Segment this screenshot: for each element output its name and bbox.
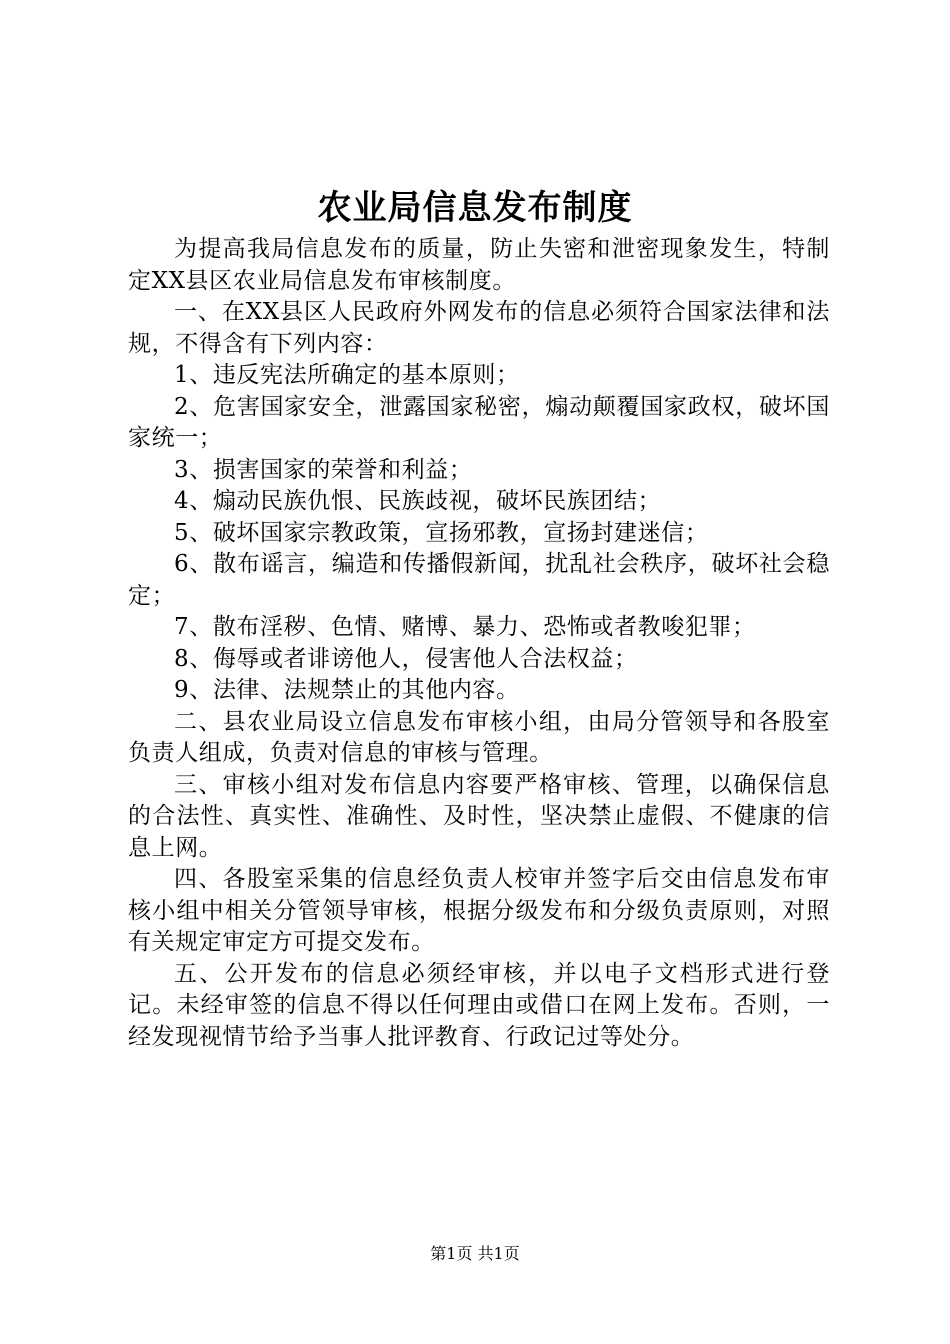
- paragraph-section-2: 二、县农业局设立信息发布审核小组，由局分管领导和各股室负责人组成，负责对信息的审核与管理。: [128, 708, 830, 766]
- paragraph-intro: 为提高我局信息发布的质量，防止失密和泄密现象发生，特制定XX县区农业局信息发布审核制度。: [128, 236, 830, 294]
- paragraph-section-5: 五、公开发布的信息必须经审核，并以电子文档形式进行登记。未经审签的信息不得以任何理由或借口在网上发布。否则，一经发现视情节给予当事人批评教育、行政记过等处分。: [128, 960, 830, 1050]
- list-item: 6、散布谣言，编造和传播假新闻，扰乱社会秩序，破坏社会稳定；: [128, 551, 830, 609]
- document-title: 农业局信息发布制度: [317, 188, 633, 228]
- page-footer: 第1页 共1页: [430, 1244, 520, 1263]
- list-item: 2、危害国家安全，泄露国家秘密，煽动颠覆国家政权，破坏国家统一；: [128, 393, 830, 451]
- list-item: 7、散布淫秽、色情、赌博、暴力、恐怖或者教唆犯罪；: [174, 614, 756, 640]
- paragraph-section-3: 三、审核小组对发布信息内容要严格审核、管理，以确保信息的合法性、真实性、准确性、及时性，坚决禁止虚假、不健康的信息上网。: [128, 771, 830, 861]
- list-item: 4、煽动民族仇恨、民族歧视，破坏民族团结；: [174, 488, 662, 514]
- list-item: 9、法律、法规禁止的其他内容。: [174, 677, 520, 703]
- list-item: 1、违反宪法所确定的基本原则；: [174, 362, 520, 388]
- list-item: 5、破坏国家宗教政策，宣扬邪教，宣扬封建迷信；: [174, 519, 709, 546]
- paragraph-section-1: 一、在XX县区人民政府外网发布的信息必须符合国家法律和法规，不得含有下列内容：: [128, 299, 830, 357]
- paragraph-section-4: 四、各股室采集的信息经负责人校审并签字后交由信息发布审核小组中相关分管领导审核，根据分级发布和分级负责原则，对照有关规定审定方可提交发布。: [128, 866, 830, 955]
- list-item: 8、侮辱或者诽谤他人，侵害他人合法权益；: [174, 645, 638, 672]
- document-body: [128, 234, 830, 1053]
- list-item: 3、损害国家的荣誉和利益；: [174, 456, 473, 483]
